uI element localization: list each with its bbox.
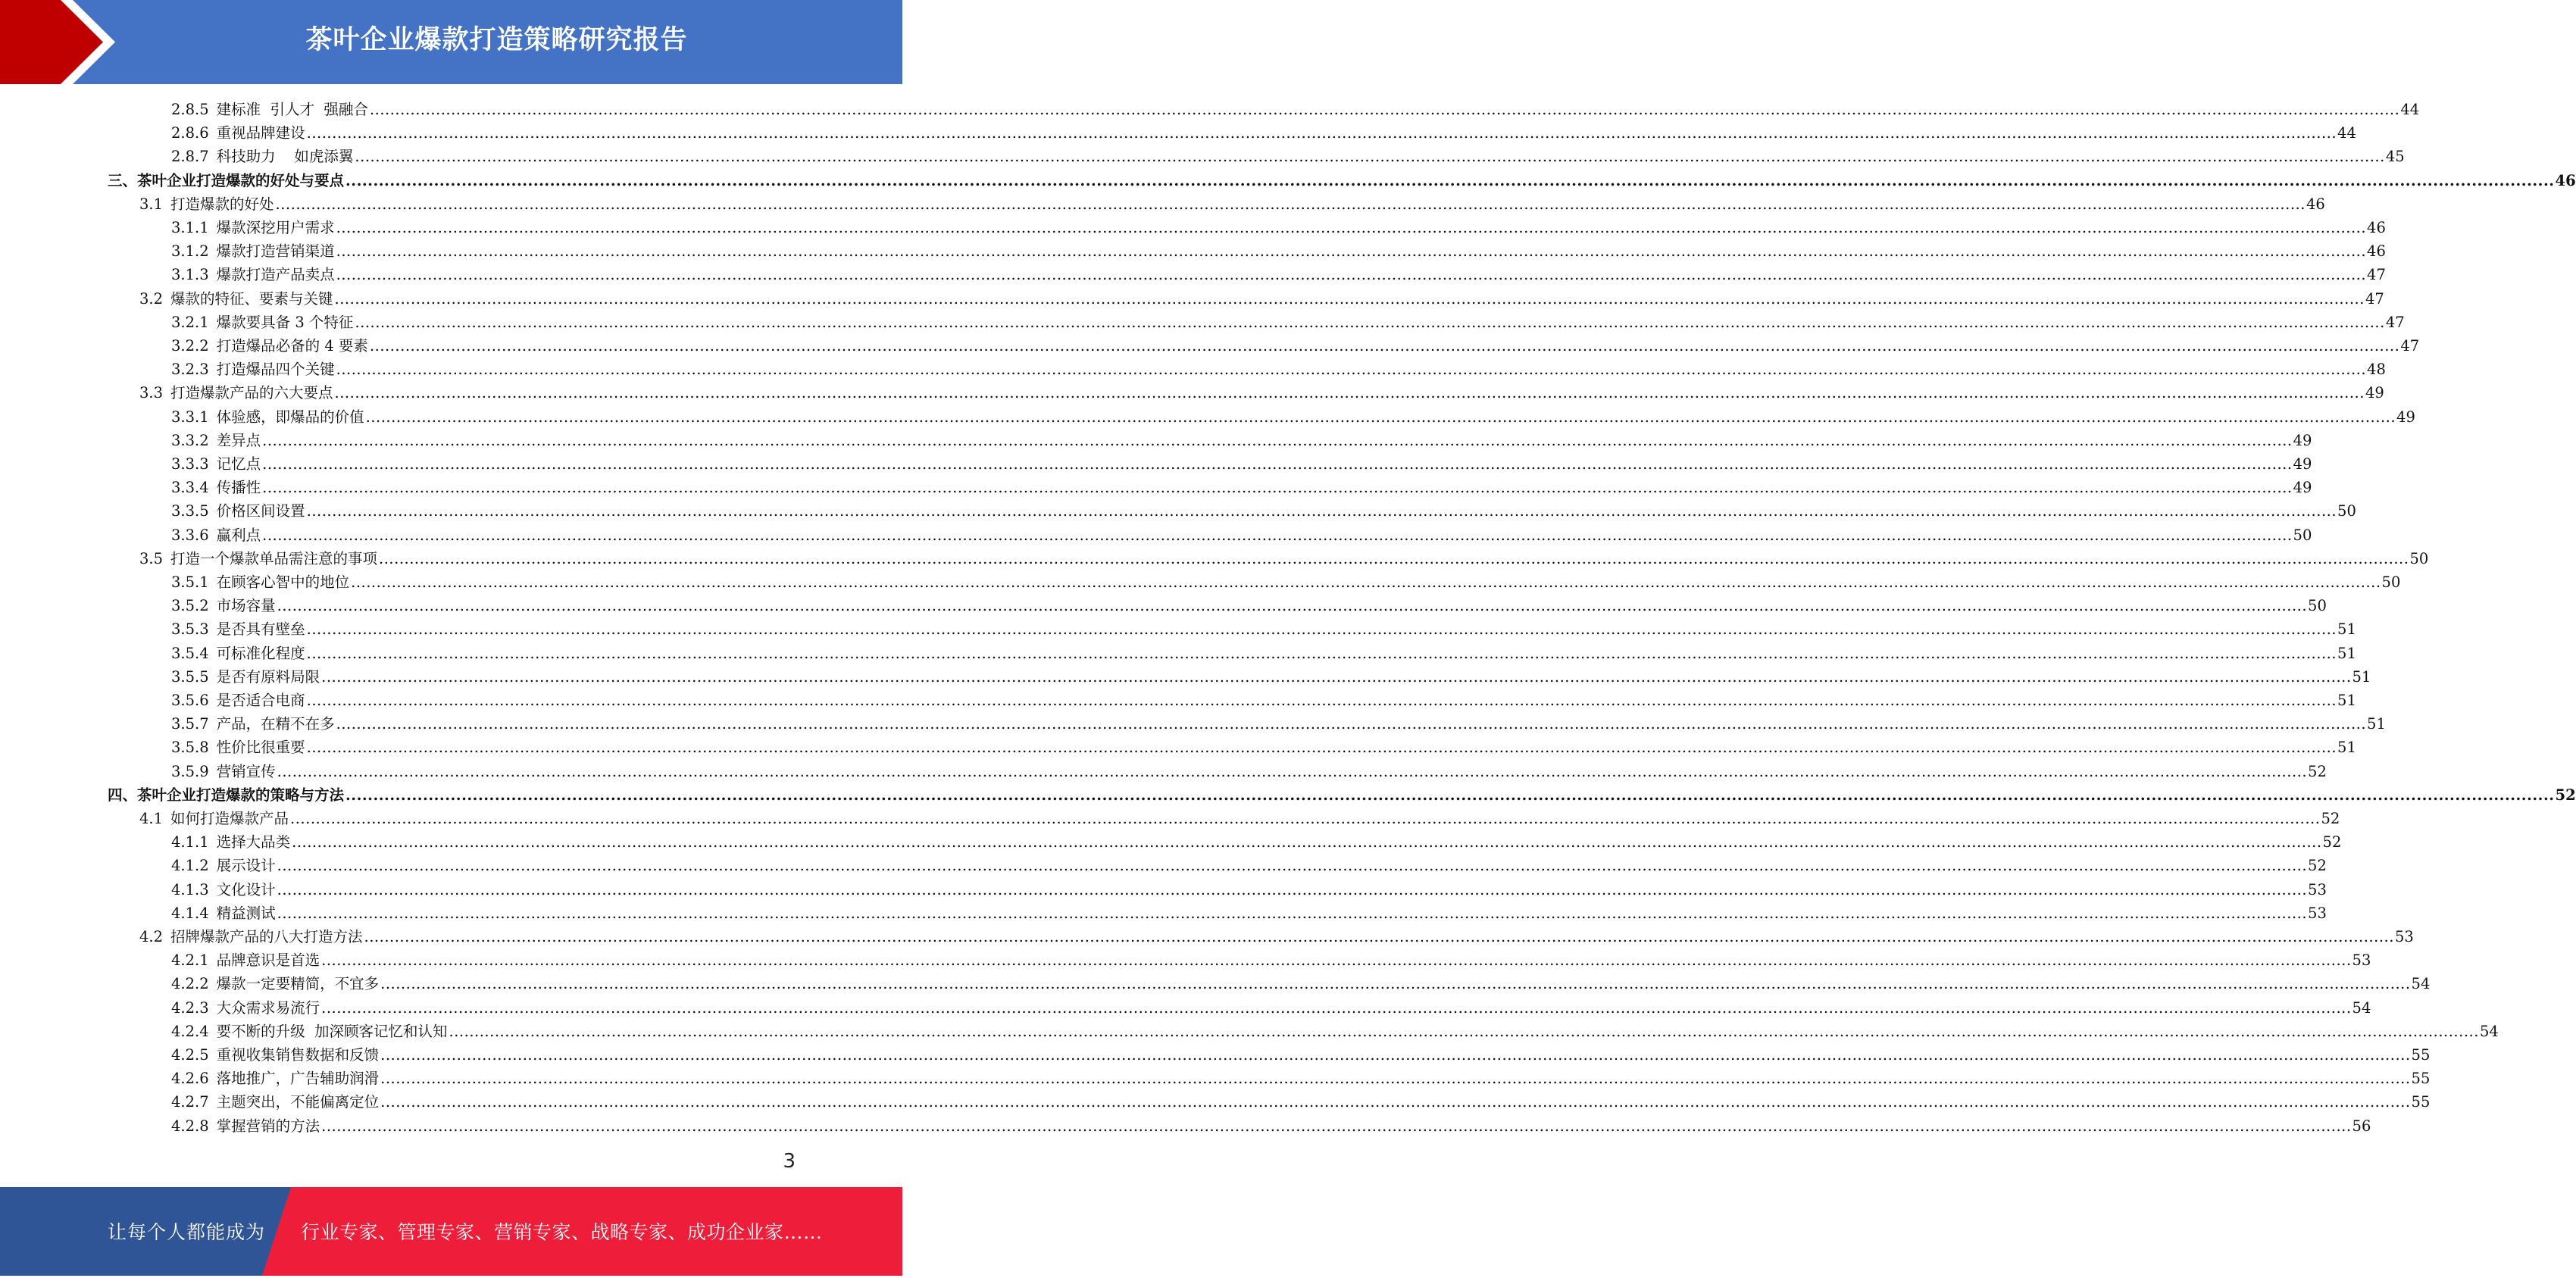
toc-entry[interactable] [171, 758, 2327, 782]
toc-entry-page: 50 [2293, 526, 2312, 544]
toc-entry[interactable] [171, 900, 2327, 923]
toc-entry-label: 传播性 [216, 479, 261, 497]
toc-entry-page: 51 [2352, 667, 2371, 686]
toc-dot-leader: ................................................................................................................................................................................................................................................................................................................................................................................................................ [306, 644, 2337, 662]
toc-dot-leader: ................................................................................................................................................................................................................................................................................................................................................................................................................ [321, 951, 2352, 970]
toc-entry-number: 2.8.7 [171, 148, 209, 166]
toc-entry-number: 3.2.1 [171, 313, 209, 331]
toc-entry-page: 52 [2308, 857, 2327, 875]
toc-entry-number: 4.2.2 [171, 975, 209, 993]
toc-entry-page: 52 [2308, 762, 2327, 780]
toc-entry-label: 打造爆品必备的 4 要素 [216, 337, 368, 355]
toc-dot-leader: ................................................................................................................................................................................................................................................................................................................................................................................................................ [380, 1093, 2411, 1111]
toc-entry-label: 品牌意识是首选 [216, 951, 320, 970]
toc-entry-page: 50 [2409, 549, 2429, 567]
toc-entry[interactable] [171, 96, 2420, 120]
toc-entry[interactable] [171, 876, 2327, 900]
toc-entry-page: 54 [2411, 975, 2431, 993]
toc-entry[interactable] [108, 167, 2576, 191]
toc-entry-label: 是否有原料局限 [216, 667, 320, 686]
toc-entry-page: 45 [2385, 148, 2405, 166]
toc-entry-page: 54 [2352, 998, 2371, 1017]
toc-entry-number: 3.2.2 [171, 337, 209, 355]
toc-entry-label: 科技助力 如虎添翼 [216, 148, 354, 166]
toc-entry-page: 51 [2337, 692, 2356, 709]
toc-entry-label: 性价比很重要 [216, 739, 305, 757]
toc-dot-leader: ................................................................................................................................................................................................................................................................................................................................................................................................................ [262, 479, 2293, 497]
toc-entry-page: 53 [2308, 904, 2327, 922]
toc-entry[interactable] [171, 498, 2356, 521]
toc-entry-page: 46 [2306, 195, 2325, 213]
toc-dot-leader: ................................................................................................................................................................................................................................................................................................................................................................................................................ [369, 337, 2400, 355]
toc-entry-page: 48 [2367, 361, 2386, 379]
document-title: 茶叶企业爆款打造策略研究报告 [305, 25, 688, 55]
toc-dot-leader: ................................................................................................................................................................................................................................................................................................................................................................................................................ [262, 455, 2293, 473]
toc-dot-leader: ................................................................................................................................................................................................................................................................................................................................................................................................................ [306, 739, 2337, 757]
toc-dot-leader: ................................................................................................................................................................................................................................................................................................................................................................................................................ [369, 101, 2400, 118]
toc-entry-number: 4.2.6 [171, 1070, 209, 1088]
toc-entry-page: 53 [2352, 951, 2371, 970]
toc-entry[interactable] [171, 214, 2386, 238]
toc-entry[interactable] [171, 404, 2415, 427]
toc-entry-page: 49 [2293, 455, 2312, 473]
footer-slogan-left: 让每个人都能成为 [108, 1221, 266, 1243]
toc-entry[interactable] [171, 1065, 2431, 1089]
toc-entry-number: 3.5.9 [171, 762, 209, 780]
toc-dot-leader: ................................................................................................................................................................................................................................................................................................................................................................................................................ [345, 786, 2555, 804]
toc-entry-label: 重视品牌建设 [216, 124, 305, 142]
toc-entry-number: 3.1.3 [171, 266, 209, 284]
toc-dot-leader: ................................................................................................................................................................................................................................................................................................................................................................................................................ [306, 692, 2337, 709]
toc-entry-number: 3.3.1 [171, 408, 209, 426]
toc-entry-page: 53 [2394, 928, 2414, 945]
toc-dot-leader: ................................................................................................................................................................................................................................................................................................................................................................................................................ [292, 833, 2322, 851]
toc-entry-page: 46 [2367, 242, 2386, 261]
toc-entry-page: 55 [2411, 1093, 2431, 1111]
toc-entry-page: 47 [2365, 289, 2384, 308]
toc-dot-leader: ................................................................................................................................................................................................................................................................................................................................................................................................................ [277, 762, 2308, 780]
toc-entry-number: 4.2 [139, 928, 164, 945]
toc-entry-number: 3.3.5 [171, 502, 209, 520]
toc-entry-page: 55 [2411, 1070, 2431, 1088]
toc-dot-leader: ................................................................................................................................................................................................................................................................................................................................................................................................................ [345, 171, 2555, 189]
toc-dot-leader: ................................................................................................................................................................................................................................................................................................................................................................................................................ [355, 313, 2385, 331]
header-arrow-decoration [0, 0, 121, 84]
toc-entry-page: 44 [2400, 101, 2420, 118]
toc-entry-label: 产品，在精不在多 [216, 715, 335, 733]
toc-entry-label: 爆款打造营销渠道 [216, 242, 335, 261]
toc-entry-number: 4.2.7 [171, 1093, 209, 1111]
toc-entry-page: 50 [2381, 573, 2401, 591]
toc-entry-page: 51 [2337, 739, 2356, 757]
toc-dot-leader: ................................................................................................................................................................................................................................................................................................................................................................................................................ [277, 597, 2308, 615]
toc-entry[interactable] [139, 923, 2414, 947]
toc-dot-leader: ................................................................................................................................................................................................................................................................................................................................................................................................................ [380, 1046, 2411, 1064]
toc-entry-number: 3.5.4 [171, 644, 209, 662]
toc-entry-number: 3.2.3 [171, 361, 209, 379]
toc-entry[interactable] [171, 333, 2420, 356]
toc-entry-number: 3.5.2 [171, 597, 209, 615]
toc-dot-leader: ................................................................................................................................................................................................................................................................................................................................................................................................................ [321, 667, 2352, 686]
toc-entry-page: 50 [2308, 597, 2327, 615]
toc-entry-number: 4.2.3 [171, 998, 209, 1017]
toc-dot-leader: ................................................................................................................................................................................................................................................................................................................................................................................................................ [262, 526, 2293, 544]
toc-entry[interactable] [171, 640, 2356, 664]
toc-entry-number: 4.1.4 [171, 904, 209, 922]
toc-entry[interactable] [171, 569, 2401, 592]
toc-entry[interactable] [108, 782, 2576, 805]
toc-entry-page: 54 [2479, 1022, 2499, 1040]
toc-entry-number: 4.2.5 [171, 1046, 209, 1064]
toc-entry-page: 52 [2322, 833, 2342, 851]
toc-entry-label: 记忆点 [216, 455, 261, 473]
toc-entry-number: 3.5.6 [171, 692, 209, 709]
toc-dot-leader: ................................................................................................................................................................................................................................................................................................................................................................................................................ [380, 1070, 2411, 1088]
toc-entry-number: 3.3.2 [171, 431, 209, 449]
toc-entry-number: 3.1.2 [171, 242, 209, 261]
toc-entry[interactable] [139, 545, 2429, 569]
toc-entry-label: 打造一个爆款单品需注意的事项 [170, 549, 378, 567]
footer-slogan-right: 行业专家、管理专家、营销专家、战略专家、成功企业家…… [301, 1221, 823, 1243]
toc-entry-label: 选择大品类 [216, 833, 291, 851]
toc-entry-label: 招牌爆款产品的八大打造方法 [170, 928, 363, 945]
toc-entry-page: 50 [2337, 502, 2356, 520]
toc-dot-leader: ................................................................................................................................................................................................................................................................................................................................................................................................................ [365, 408, 2396, 426]
toc-entry[interactable] [171, 995, 2371, 1018]
toc-dot-leader: ................................................................................................................................................................................................................................................................................................................................................................................................................ [290, 810, 2321, 827]
toc-entry-number: 3.3 [139, 384, 164, 402]
toc-entry-label: 打造爆款产品的六大要点 [170, 384, 333, 402]
toc-entry[interactable] [171, 238, 2386, 261]
toc-entry-number: 4.2.4 [171, 1022, 209, 1040]
toc-entry[interactable] [171, 427, 2312, 451]
toc-entry-number: 3.3.4 [171, 479, 209, 497]
toc-entry-label: 爆款一定要精简，不宜多 [216, 975, 380, 993]
toc-dot-leader: ................................................................................................................................................................................................................................................................................................................................................................................................................ [306, 620, 2337, 639]
toc-entry-label: 四、茶叶企业打造爆款的策略与方法 [108, 786, 345, 804]
toc-entry-number: 3.3.6 [171, 526, 209, 544]
toc-entry-label: 主题突出，不能偏离定位 [216, 1093, 380, 1111]
toc-dot-leader: ................................................................................................................................................................................................................................................................................................................................................................................................................ [262, 431, 2293, 449]
page-number: 3 [783, 1150, 796, 1173]
toc-entry-label: 要不断的升级 加深顾客记忆和认知 [216, 1022, 448, 1040]
toc-entry[interactable] [171, 522, 2312, 545]
toc-entry-label: 爆款要具备 3 个特征 [216, 313, 354, 331]
toc-entry-label: 文化设计 [216, 880, 276, 898]
toc-entry-page: 49 [2396, 408, 2415, 426]
toc-dot-leader: ................................................................................................................................................................................................................................................................................................................................................................................................................ [336, 361, 2367, 379]
toc-entry-label: 可标准化程度 [216, 644, 305, 662]
toc-dot-leader: ................................................................................................................................................................................................................................................................................................................................................................................................................ [364, 928, 2394, 945]
toc-entry-page: 51 [2367, 715, 2386, 733]
toc-entry[interactable] [139, 191, 2325, 214]
toc-entry-page: 47 [2367, 266, 2386, 284]
toc-entry-label: 是否具有壁垒 [216, 620, 305, 639]
toc-entry-page: 55 [2411, 1046, 2431, 1064]
toc-dot-leader: ................................................................................................................................................................................................................................................................................................................................................................................................................ [277, 904, 2308, 922]
toc-entry-page: 51 [2337, 620, 2356, 639]
toc-entry-label: 打造爆款的好处 [170, 195, 274, 213]
toc-entry-label: 精益测试 [216, 904, 276, 922]
toc-entry-number: 3.5.7 [171, 715, 209, 733]
toc-entry-page: 51 [2337, 644, 2356, 662]
toc-entry-label: 三、茶叶企业打造爆款的好处与要点 [108, 171, 345, 189]
toc-entry-label: 重视收集销售数据和反馈 [216, 1046, 380, 1064]
toc-entry-number: 3.2 [139, 289, 164, 308]
toc-entry[interactable] [171, 664, 2371, 687]
toc-entry[interactable] [171, 309, 2405, 333]
toc-entry-page: 47 [2385, 313, 2405, 331]
toc-entry-number: 4.2.8 [171, 1117, 209, 1135]
toc-entry[interactable] [171, 451, 2312, 474]
toc-entry-label: 是否适合电商 [216, 692, 305, 709]
toc-entry[interactable] [171, 1113, 2371, 1136]
toc-entry-label: 爆款的特征、要素与关键 [170, 289, 333, 308]
toc-entry[interactable] [171, 592, 2327, 616]
toc-entry-label: 打造爆品四个关键 [216, 361, 335, 379]
toc-entry-page: 52 [2321, 810, 2340, 827]
toc-dot-leader: ................................................................................................................................................................................................................................................................................................................................................................................................................ [355, 148, 2385, 166]
toc-entry-page: 49 [2293, 479, 2312, 497]
toc-entry[interactable] [171, 143, 2405, 167]
toc-entry-number: 3.5.5 [171, 667, 209, 686]
toc-entry-label: 落地推广，广告辅助润滑 [216, 1070, 380, 1088]
toc-entry-page: 49 [2365, 384, 2384, 402]
toc-entry[interactable] [171, 829, 2342, 852]
toc-entry-number: 4.2.1 [171, 951, 209, 970]
toc-entry-page: 44 [2337, 124, 2356, 142]
toc-entry[interactable] [171, 970, 2431, 994]
toc-entry-label: 体验感，即爆品的价值 [216, 408, 364, 426]
toc-entry-number: 3.1 [139, 195, 164, 213]
toc-dot-leader: ................................................................................................................................................................................................................................................................................................................................................................................................................ [334, 289, 2365, 308]
toc-entry[interactable] [171, 356, 2386, 380]
toc-entry-number: 2.8.5 [171, 101, 209, 118]
toc-entry-page: 47 [2400, 337, 2420, 355]
toc-entry-label: 差异点 [216, 431, 261, 449]
toc-entry-number: 4.1.1 [171, 833, 209, 851]
toc-entry-number: 3.5 [139, 549, 164, 567]
toc-entry-label: 爆款打造产品卖点 [216, 266, 335, 284]
toc-entry-number: 4.1 [139, 810, 164, 827]
toc-entry-label: 营销宣传 [216, 762, 276, 780]
toc-entry-page: 46 [2555, 171, 2576, 189]
toc-entry-page: 53 [2308, 880, 2327, 898]
toc-entry-label: 在顾客心智中的地位 [216, 573, 350, 591]
toc-entry[interactable] [171, 711, 2386, 734]
page-header [0, 0, 902, 84]
toc-dot-leader: ................................................................................................................................................................................................................................................................................................................................................................................................................ [275, 195, 2306, 213]
toc-entry-label: 大众需求易流行 [216, 998, 320, 1017]
toc-entry[interactable] [139, 286, 2384, 309]
page-footer [0, 1187, 902, 1276]
toc-dot-leader: ................................................................................................................................................................................................................................................................................................................................................................................................................ [449, 1022, 2479, 1040]
toc-entry-number: 3.5.1 [171, 573, 209, 591]
toc-entry-label: 赢利点 [216, 526, 261, 544]
toc-entry[interactable] [171, 947, 2371, 970]
toc-dot-leader: ................................................................................................................................................................................................................................................................................................................................................................................................................ [321, 1117, 2352, 1135]
toc-entry-number: 3.1.1 [171, 219, 209, 236]
toc-dot-leader: ................................................................................................................................................................................................................................................................................................................................................................................................................ [336, 242, 2367, 261]
toc-entry-label: 建标准 引人才 强融合 [216, 101, 368, 118]
toc-entry[interactable] [171, 261, 2386, 285]
toc-dot-leader: ................................................................................................................................................................................................................................................................................................................................................................................................................ [321, 998, 2352, 1017]
toc-entry[interactable] [171, 1018, 2499, 1042]
toc-dot-leader: ................................................................................................................................................................................................................................................................................................................................................................................................................ [336, 715, 2367, 733]
toc-dot-leader: ................................................................................................................................................................................................................................................................................................................................................................................................................ [379, 549, 2409, 567]
toc-dot-leader: ................................................................................................................................................................................................................................................................................................................................................................................................................ [306, 502, 2337, 520]
toc-entry-label: 如何打造爆款产品 [170, 810, 289, 827]
toc-entry-number: 3.5.3 [171, 620, 209, 639]
toc-dot-leader: ................................................................................................................................................................................................................................................................................................................................................................................................................ [306, 124, 2337, 142]
toc-entry[interactable] [171, 1089, 2431, 1112]
toc-dot-leader: ................................................................................................................................................................................................................................................................................................................................................................................................................ [277, 880, 2308, 898]
toc-entry-page: 52 [2555, 786, 2576, 804]
toc-entry-label: 展示设计 [216, 857, 276, 875]
toc-entry-page: 46 [2367, 219, 2386, 236]
header-arrow-red [0, 0, 103, 84]
toc-dot-leader: ................................................................................................................................................................................................................................................................................................................................................................................................................ [277, 857, 2308, 875]
toc-entry-label: 爆款深挖用户需求 [216, 219, 335, 236]
toc-entry-number: 2.8.6 [171, 124, 209, 142]
toc-entry-number: 4.1.3 [171, 880, 209, 898]
toc-dot-leader: ................................................................................................................................................................................................................................................................................................................................................................................................................ [336, 219, 2367, 236]
toc-entry-label: 价格区间设置 [216, 502, 305, 520]
toc-entry[interactable] [171, 474, 2312, 498]
toc-dot-leader: ................................................................................................................................................................................................................................................................................................................................................................................................................ [336, 266, 2367, 284]
toc-entry[interactable] [171, 1042, 2431, 1065]
toc-entry[interactable] [171, 734, 2356, 758]
toc-entry-label: 市场容量 [216, 597, 276, 615]
toc-entry[interactable] [171, 687, 2356, 711]
toc-entry-number: 3.3.3 [171, 455, 209, 473]
toc-entry[interactable] [171, 616, 2356, 639]
toc-dot-leader: ................................................................................................................................................................................................................................................................................................................................................................................................................ [351, 573, 2381, 591]
toc-entry[interactable] [139, 805, 2340, 829]
toc-entry-page: 56 [2352, 1117, 2371, 1135]
toc-dot-leader: ................................................................................................................................................................................................................................................................................................................................................................................................................ [380, 975, 2411, 993]
toc-entry[interactable] [171, 120, 2356, 143]
toc-entry[interactable] [171, 852, 2327, 876]
toc-entry-page: 49 [2293, 431, 2312, 449]
toc-entry-number: 4.1.2 [171, 857, 209, 875]
toc-entry[interactable] [139, 380, 2384, 403]
toc-entry-number: 3.5.8 [171, 739, 209, 757]
toc-entry-label: 掌握营销的方法 [216, 1117, 320, 1135]
toc-dot-leader: ................................................................................................................................................................................................................................................................................................................................................................................................................ [334, 384, 2365, 402]
